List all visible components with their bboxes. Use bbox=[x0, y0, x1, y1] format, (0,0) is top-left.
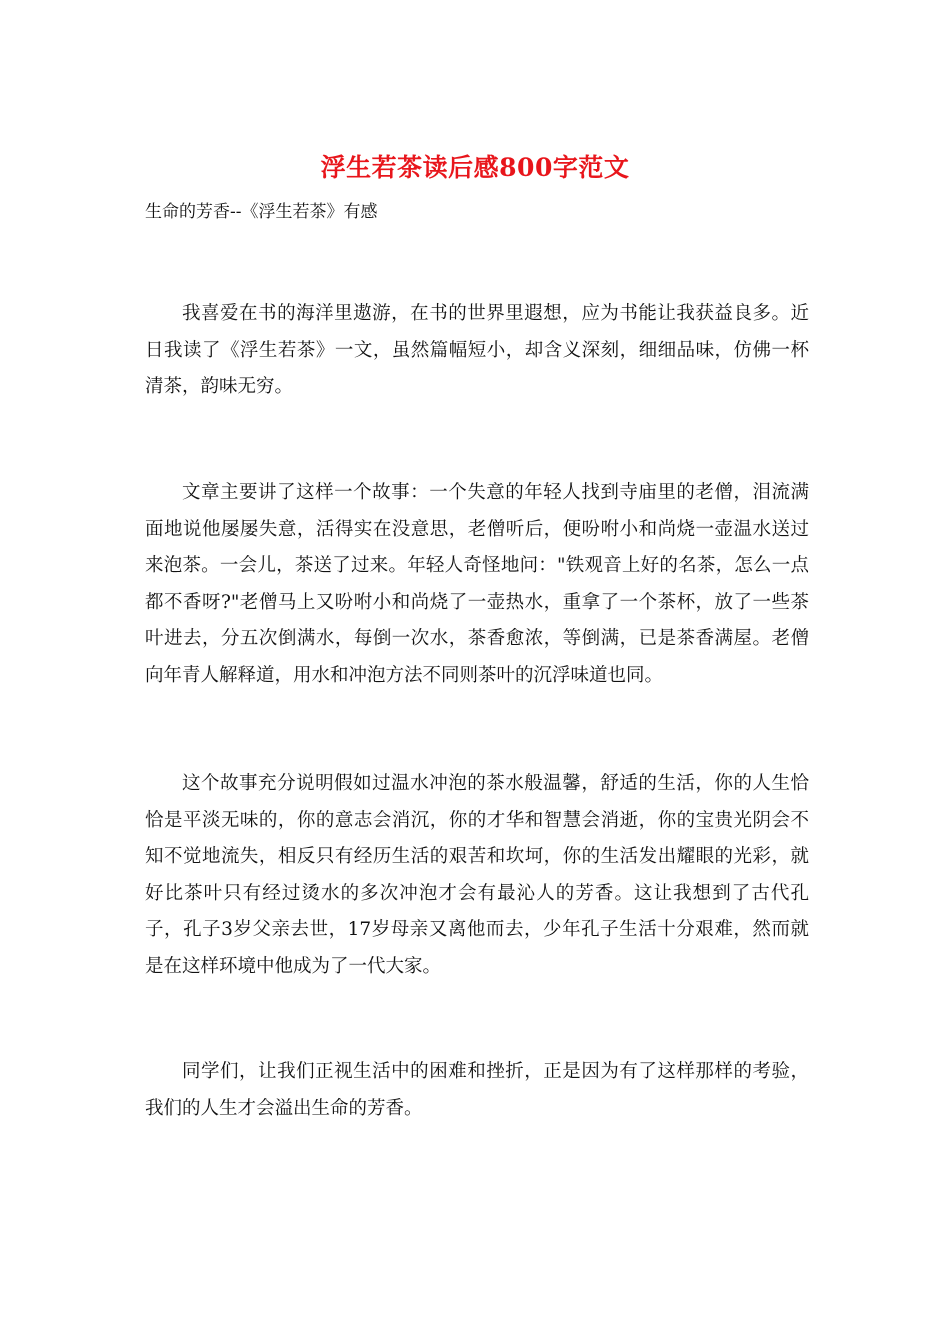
document-subtitle: 生命的芳香--《浮生若茶》有感 bbox=[145, 202, 378, 222]
paragraph-2: 文章主要讲了这样一个故事：一个失意的年轻人找到寺庙里的老僧，泪流满面地说他屡屡失意，活得实在没意思，老僧听后，便吩咐小和尚烧一壶温水送过来泡茶。一会儿，茶送了过来。年轻人奇怪地问："铁观音上好的名茶，怎么一点都不香呀?"老僧马上又吩咐小和尚烧了一壶热水，重拿了一个茶杯，放了一些茶叶进去，分五次倒满水，每倒一次水，茶香愈浓，等倒满，已是茶香满屋。老僧向年青人解释道，用水和冲泡方法不同则茶叶的沉浮味道也同。 bbox=[145, 482, 809, 686]
paragraph-4: 同学们，让我们正视生活中的困难和挫折，正是因为有了这样那样的考验，我们的人生才会溢出生命的芳香。 bbox=[145, 1061, 809, 1119]
paragraph-1: 我喜爱在书的海洋里遨游，在书的世界里遐想，应为书能让我获益良多。近日我读了《浮生若茶》一文，虽然篇幅短小，却含义深刻，细细品味，仿佛一杯清茶，韵味无穷。 bbox=[145, 303, 809, 397]
document-title: 浮生若茶读后感800字范文 bbox=[320, 153, 630, 182]
paragraph-3: 这个故事充分说明假如过温水冲泡的茶水般温馨，舒适的生活，你的人生恰恰是平淡无味的，你的意志会消沉，你的才华和智慧会消逝，你的宝贵光阴会不知不觉地流失，相反只有经历生活的艰苦和坎坷，你的生活发出耀眼的光彩，就好比茶叶只有经过烫水的多次冲泡才会有最沁人的芳香。这让我想到了古代孔子，孔子3岁父亲去世，17岁母亲又离他而去，少年孔子生活十分艰难，然而就是在这样环境中他成为了一代大家。 bbox=[145, 773, 809, 977]
